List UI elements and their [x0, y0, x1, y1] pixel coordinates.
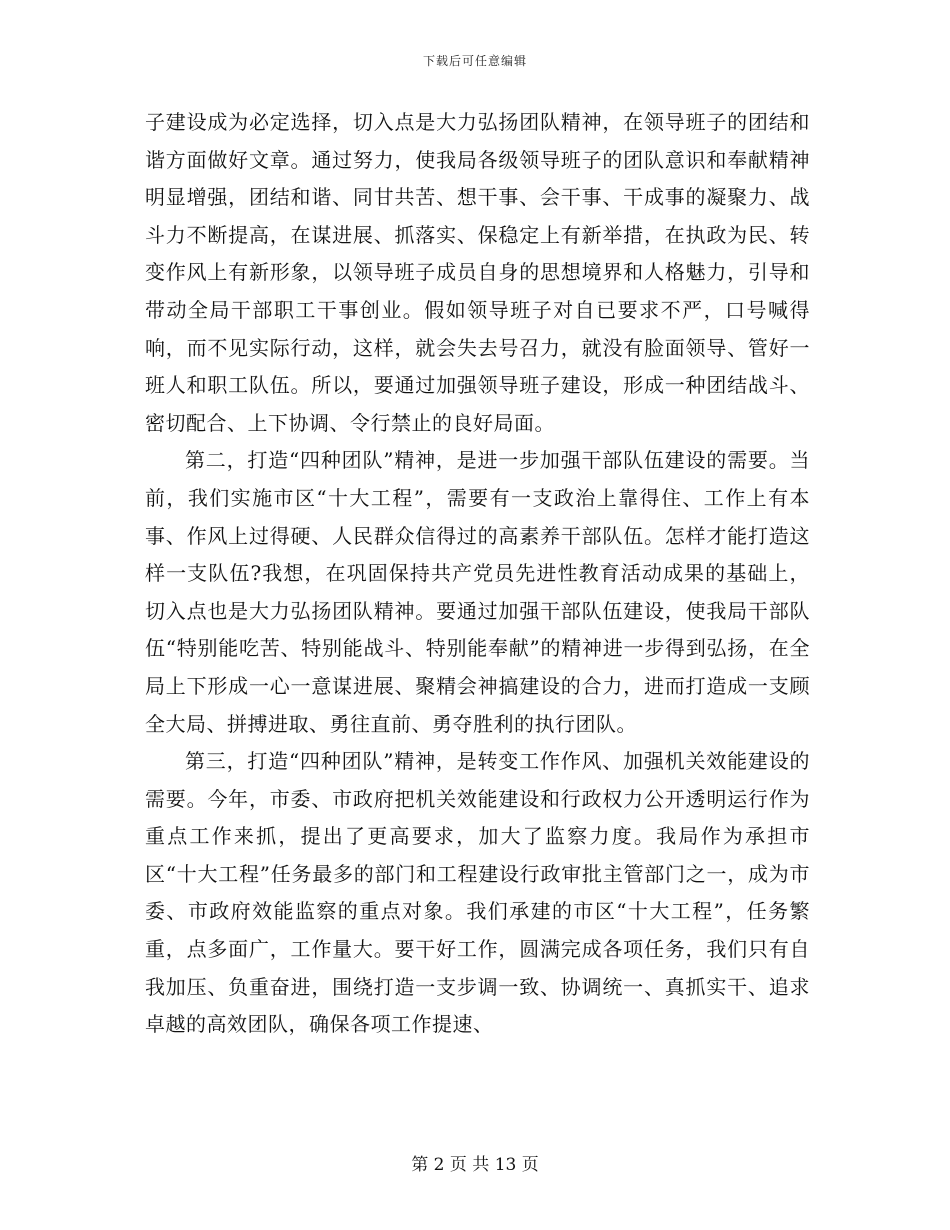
paragraph-1: 子建设成为必定选择，切入点是大力弘扬团队精神，在领导班子的团结和谐方面做好文章。通过努力，使我局各级领导班子的团队意识和奉献精神明显增强，团结和谐、同甘共苦、想干事、会干事、干成事的凝聚力、战斗力不断提高，在谋进展、抓落实、保稳定上有新举措，在执政为民、转变作风上有新形象，以领导班子成员自身的思想境界和人格魅力，引导和带动全局干部职工干事创业。假如领导班子对自已要求不严，口号喊得响，而不见实际行动，这样，就会失去号召力，就没有脸面领导、管好一班人和职工队伍。所以，要通过加强领导班子建设，形成一种团结战斗、密切配合、上下协调、令行禁止的良好局面。: [145, 110, 810, 435]
paragraph-2: 第二，打造“四种团队”精神，是进一步加强干部队伍建设的需要。当前，我们实施市区“十大工程”，需要有一支政治上靠得住、工作上有本事、作风上过得硬、人民群众信得过的高素养干部队伍。怎样才能打造这样一支队伍?我想，在巩固保持共产党员先进性教育活动成果的基础上，切入点也是大力弘扬团队精神。要通过加强干部队伍建设，使我局干部队伍“特别能吃苦、特别能战斗、特别能奉献”的精神进一步得到弘扬，在全局上下形成一心一意谋进展、聚精会神搞建设的合力，进而打造成一支顾全大局、拼搏进取、勇往直前、勇夺胜利的执行团队。: [145, 448, 810, 736]
page-number: 第 2 页 共 13 页: [411, 1155, 539, 1175]
document-body: [145, 104, 810, 1044]
paragraph-3: 第三，打造“四种团队”精神，是转变工作作风、加强机关效能建设的需要。今年，市委、市政府把机关效能建设和行政权力公开透明运行作为重点工作来抓，提出了更高要求，加大了监察力度。我局作为承担市区“十大工程”任务最多的部门和工程建设行政审批主管部门之一，成为市委、市政府效能监察的重点对象。我们承建的市区“十大工程”，任务繁重，点多面广，工作量大。要干好工作，圆满完成各项任务，我们只有自我加压、负重奋进，围绕打造一支步调一致、协调统一、真抓实干、追求卓越的高效团队，确保各项工作提速、: [145, 749, 810, 1037]
page-header: 下载后可任意编辑: [422, 54, 527, 68]
